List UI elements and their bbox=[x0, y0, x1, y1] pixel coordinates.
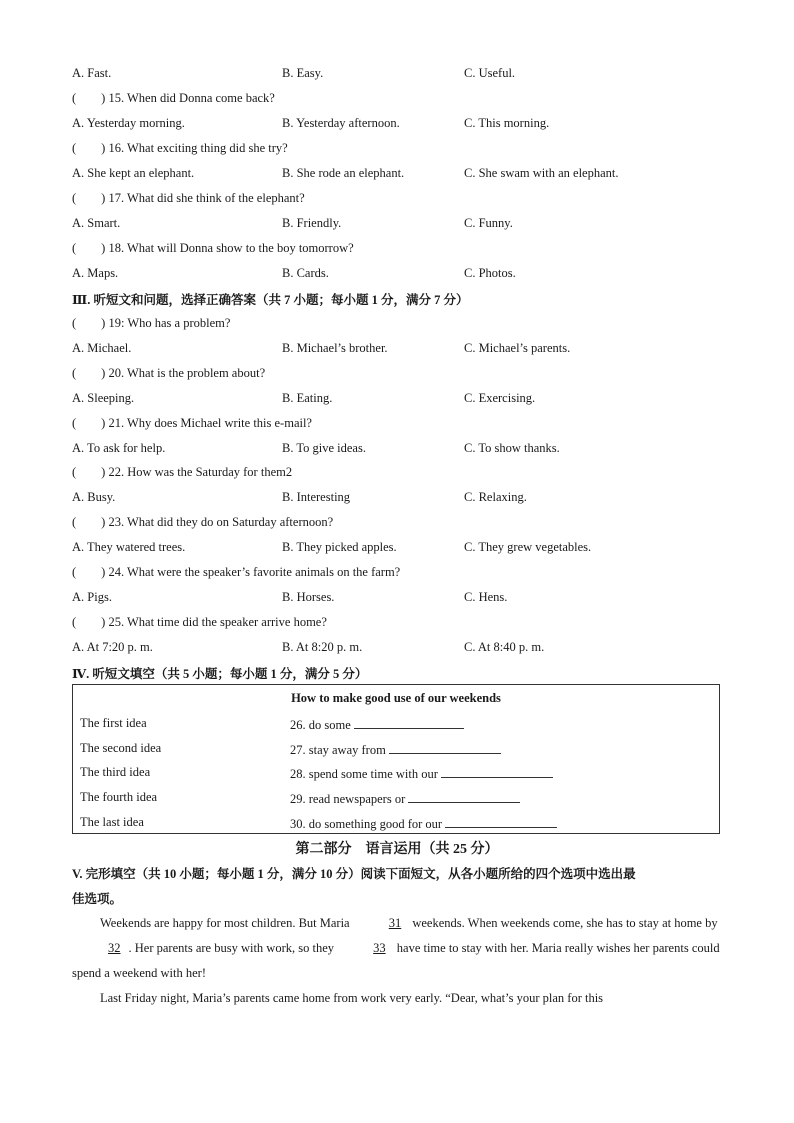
question-stem: ( ) 19: Who has a problem? bbox=[72, 316, 231, 330]
option-a[interactable]: A. Fast. bbox=[72, 66, 112, 80]
cloze-blank-33[interactable]: 33 bbox=[373, 941, 386, 955]
question-stem: ( ) 24. What were the speaker’s favorite animals on the farm? bbox=[72, 565, 401, 579]
option-b[interactable]: B. At 8:20 p. m. bbox=[282, 639, 363, 654]
passage-text: weekends. When weekends come, she has to stay bbox=[412, 916, 659, 930]
question-stem: ( ) 22. How was the Saturday for them2 bbox=[72, 465, 293, 480]
option-c[interactable]: C. At 8:40 p. m. bbox=[464, 639, 545, 654]
option-a[interactable]: A. Smart. bbox=[72, 216, 121, 230]
part-2-heading: 第二部分 语言运用（共 25 分） bbox=[295, 842, 499, 857]
table-item-text: 28. spend some time with our bbox=[290, 767, 438, 781]
question-stem: ( ) 17. What did she think of the elephant? bbox=[72, 191, 305, 205]
table-title: How to make good use of our weekends bbox=[291, 691, 501, 705]
question-stem: ( ) 16. What exciting thing did she try? bbox=[72, 141, 288, 155]
option-c[interactable]: C. Useful. bbox=[464, 66, 516, 80]
answer-blank[interactable] bbox=[445, 815, 557, 828]
passage-text: . Her parents are busy with work, so they bbox=[128, 941, 335, 955]
option-c[interactable]: C. Funny. bbox=[464, 216, 513, 230]
table-row-label: The first idea bbox=[80, 716, 147, 730]
question-stem: ( ) 21. Why does Michael write this e-mail? bbox=[72, 415, 312, 430]
passage-paragraph-2: Last Friday night, Maria’s parents came home from work very early. “Dear, what’s your plan for this bbox=[100, 991, 604, 1005]
section-5-heading-line2: 佳选项。 bbox=[72, 892, 123, 906]
option-c[interactable]: C. Hens. bbox=[464, 589, 508, 604]
option-c[interactable]: C. They grew vegetables. bbox=[464, 540, 592, 555]
cloze-blank-31[interactable]: 31 bbox=[388, 916, 402, 930]
answer-blank[interactable] bbox=[441, 765, 553, 778]
section-4-heading: Ⅳ. 听短文填空（共 5 小题；每小题 1 分，满分 5 分） bbox=[72, 667, 368, 681]
option-c[interactable]: C. She swam with an elephant. bbox=[464, 166, 619, 180]
question-stem: ( ) 25. What time did the speaker arrive home? bbox=[72, 614, 327, 629]
option-b[interactable]: B. To give ideas. bbox=[282, 440, 366, 455]
option-a[interactable]: A. Maps. bbox=[72, 266, 119, 280]
passage-text: at home by bbox=[662, 916, 718, 930]
question-stem: ( ) 18. What will Donna show to the boy tomorrow? bbox=[72, 241, 354, 255]
section-5-heading-line1: V. 完形填空（共 10 小题；每小题 1 分，满分 10 分）阅读下面短文，从各小题所给的四个选项中选出最 bbox=[72, 867, 636, 881]
option-a[interactable]: A. She kept an elephant. bbox=[72, 166, 195, 180]
option-b[interactable]: B. Yesterday afternoon. bbox=[282, 116, 400, 130]
table-row-item bbox=[290, 716, 464, 733]
passage-text: have time to stay with her. Maria really bbox=[396, 941, 594, 955]
option-a[interactable]: A. They watered trees. bbox=[72, 540, 186, 555]
table-row-item bbox=[290, 741, 501, 758]
table-row-label: The third idea bbox=[80, 765, 151, 779]
option-b[interactable]: B. She rode an elephant. bbox=[282, 166, 405, 180]
option-c[interactable]: C. To show thanks. bbox=[464, 440, 560, 455]
table-row-label: The second idea bbox=[80, 741, 162, 755]
table-row-label: The last idea bbox=[80, 815, 144, 829]
option-c[interactable]: C. Michael’s parents. bbox=[464, 340, 571, 355]
answer-blank[interactable] bbox=[408, 790, 520, 803]
option-b[interactable]: B. Easy. bbox=[282, 66, 324, 80]
table-row-item bbox=[290, 765, 553, 782]
option-b[interactable]: B. Eating. bbox=[282, 390, 333, 405]
question-stem: ( ) 23. What did they do on Saturday afternoon? bbox=[72, 515, 334, 530]
option-c[interactable]: C. Relaxing. bbox=[464, 490, 527, 505]
option-b[interactable]: B. Horses. bbox=[282, 589, 335, 604]
table-item-text: 27. stay away from bbox=[290, 743, 386, 757]
option-c[interactable]: C. Exercising. bbox=[464, 390, 536, 405]
table-row-item bbox=[290, 790, 520, 807]
option-b[interactable]: B. They picked apples. bbox=[282, 540, 397, 555]
question-stem: ( ) 15. When did Donna come back? bbox=[72, 91, 275, 105]
passage-text: Weekends are happy for most children. But Maria bbox=[100, 916, 350, 930]
passage-text: wishes her parents could spend a weekend with her! bbox=[72, 941, 720, 980]
cloze-passage bbox=[72, 911, 720, 1011]
option-a[interactable]: A. At 7:20 p. m. bbox=[72, 639, 153, 654]
table-item-text: 29. read newspapers or bbox=[290, 792, 406, 806]
option-b[interactable]: B. Cards. bbox=[282, 266, 329, 280]
option-a[interactable]: A. Pigs. bbox=[72, 589, 112, 604]
option-c[interactable]: C. This morning. bbox=[464, 116, 550, 130]
option-b[interactable]: B. Friendly. bbox=[282, 216, 342, 230]
table-row-label: The fourth idea bbox=[80, 790, 158, 804]
option-a[interactable]: A. Sleeping. bbox=[72, 390, 135, 405]
cloze-blank-32[interactable]: 32 bbox=[108, 941, 121, 955]
section-3-heading: Ⅲ. 听短文和问题，选择正确答案（共 7 小题；每小题 1 分，满分 7 分） bbox=[72, 293, 469, 307]
passage-paragraph-1 bbox=[72, 911, 720, 986]
question-stem: ( ) 20. What is the problem about? bbox=[72, 365, 266, 380]
table-item-text: 26. do some bbox=[290, 718, 351, 732]
option-b[interactable]: B. Michael’s brother. bbox=[282, 340, 388, 355]
option-b[interactable]: B. Interesting bbox=[282, 490, 351, 505]
option-a[interactable]: A. Michael. bbox=[72, 340, 132, 355]
option-c[interactable]: C. Photos. bbox=[464, 266, 516, 280]
fill-in-table bbox=[72, 684, 720, 834]
answer-blank[interactable] bbox=[389, 741, 501, 754]
answer-blank[interactable] bbox=[354, 716, 464, 729]
table-row-item bbox=[290, 815, 557, 832]
table-item-text: 30. do something good for our bbox=[290, 817, 443, 831]
option-a[interactable]: A. To ask for help. bbox=[72, 440, 166, 455]
option-a[interactable]: A. Yesterday morning. bbox=[72, 116, 185, 130]
option-a[interactable]: A. Busy. bbox=[72, 490, 116, 505]
